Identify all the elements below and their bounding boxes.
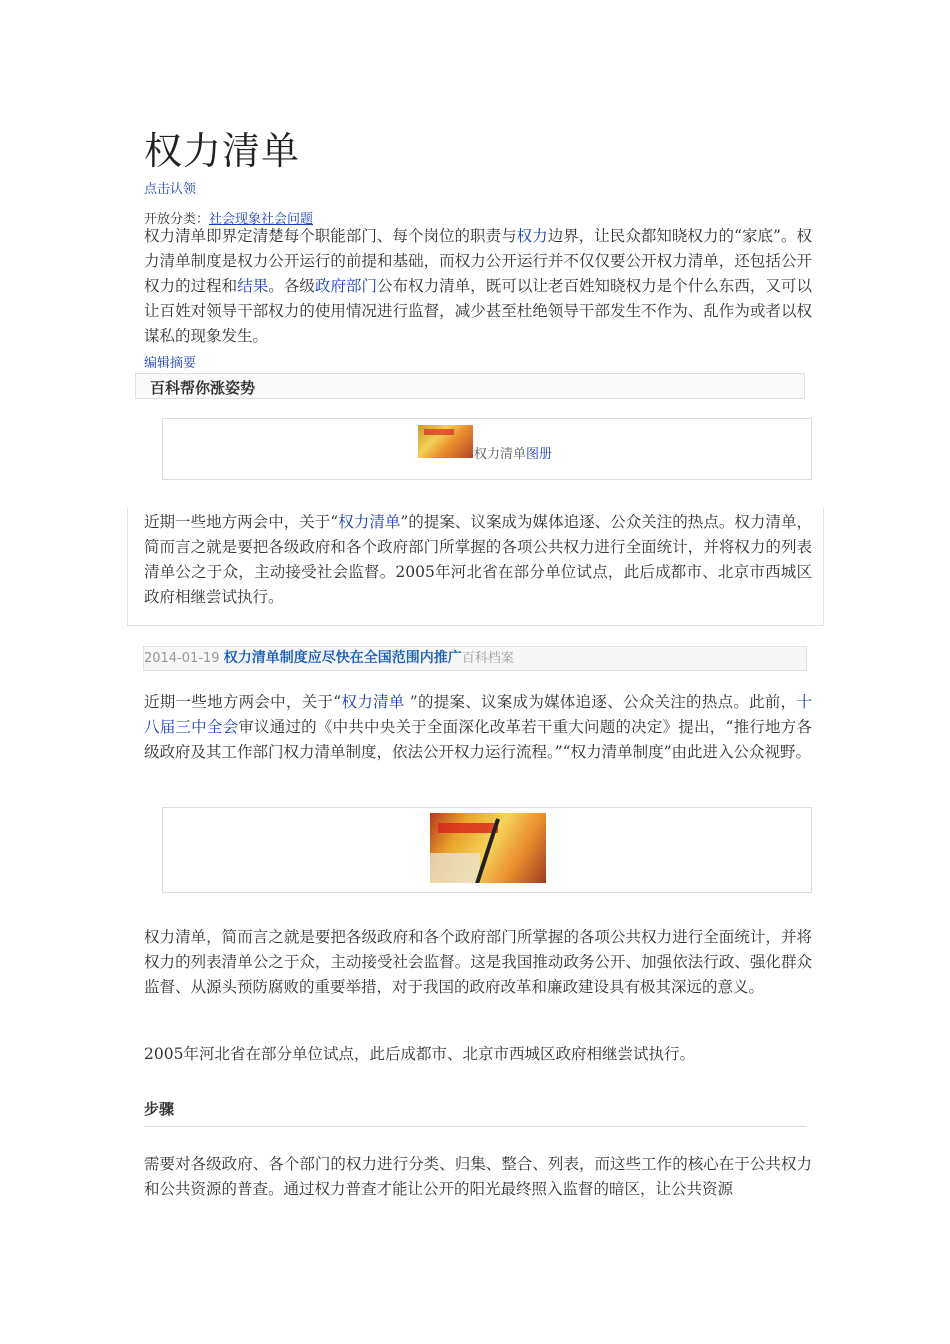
claim-link[interactable]: 点击认领 xyxy=(144,182,197,197)
section-header xyxy=(135,373,805,399)
news-title-link[interactable]: 权力清单制度应尽快在全国范围内推广 xyxy=(223,650,462,666)
summary-link-govt-dept[interactable]: 政府部门 xyxy=(314,277,378,295)
quote-text: 近期一些地方两会中，关于“ xyxy=(144,513,339,531)
album-prefix: 权力清单 xyxy=(474,447,527,462)
summary-text: 权力清单即界定清楚每个职能部门、每个岗位的职责与 xyxy=(144,227,517,245)
album-caption xyxy=(474,443,552,462)
image-box xyxy=(162,807,812,893)
body-paragraph-3: 2005年河北省在部分单位试点，此后成都市、北京市西城区政府相继尝试执行。 xyxy=(144,1045,695,1063)
summary-text: 公布权力清单，既可以让老百姓知晓权力是个什么东西，又可以让百姓对领导干部权力的使用情况进行监督，减少甚至杜绝领导干部发生不作为、乱作为或者以权谋私的现象发生。 xyxy=(144,277,812,345)
album-link[interactable]: 图册 xyxy=(526,447,553,462)
body-link-third-plenum[interactable]: 十八届三中全会 xyxy=(144,693,812,736)
summary-paragraph xyxy=(144,224,812,349)
article-image[interactable] xyxy=(430,813,546,883)
body-text: 审议通过的《中共中央关于全面深化改革若干重大问题的决定》提出，“推行地方各级政府及其工作部门权力清单制度，依法公开权力运行流程。”“权力清单制度”由此进入公众视野。 xyxy=(144,718,812,761)
body-paragraph-4: 需要对各级政府、各个部门的权力进行分类、归集、整合、列表，而这些工作的核心在于公共权力和公共资源的普查。通过权力普查才能让公开的阳光最终照入监督的暗区，让公共资源 xyxy=(144,1155,812,1198)
news-source: 百科档案 xyxy=(461,651,514,666)
body-text: ”的提案、议案成为媒体追逐、公众关注的热点。此前， xyxy=(404,693,797,711)
section-title: 百科帮你涨姿势 xyxy=(150,379,256,397)
news-date: 2014-01-19 xyxy=(144,651,220,666)
divider xyxy=(144,1126,806,1127)
summary-text: 边界，让民众都知晓权力的“家底”。权力清单制度是权力公开运行的前提和基础，而权力公开运行并不仅仅要公开权力清单，还包括公开权力的过程和 xyxy=(144,227,812,295)
body-text: 近期一些地方两会中，关于“ xyxy=(144,693,342,711)
body-paragraph-2: 权力清单，简而言之就是要把各级政府和各个政府部门所掌握的各项公共权力进行全面统计，并将权力的列表清单公之于众，主动接受社会监督。这是我国推动政务公开、加强依法行政、强化群众监督、从源头预防腐败的重要举措，对于我国的政府改革和廉政建设具有极其深远的意义。 xyxy=(144,928,812,996)
category-label: 开放分类： xyxy=(144,212,210,227)
summary-link-result[interactable]: 结果 xyxy=(237,277,269,295)
steps-heading: 步骤 xyxy=(144,1100,175,1118)
body-link-power-list[interactable]: 权力清单 xyxy=(341,693,405,711)
summary-text: 。各级 xyxy=(268,277,315,295)
album-box xyxy=(162,418,812,480)
body-paragraph-1 xyxy=(144,690,812,765)
edit-summary-link[interactable]: 编辑摘要 xyxy=(144,356,197,371)
category-tags-link[interactable]: 社会现象社会问题 xyxy=(209,212,314,227)
quote-link-power-list[interactable]: 权力清单 xyxy=(338,513,401,531)
news-bar xyxy=(143,646,807,671)
summary-link-power[interactable]: 权力 xyxy=(516,227,548,245)
quote-text: ”的提案、议案成为媒体追逐、公众关注的热点。权力清单，简而言之就是要把各级政府和各个政府部门所掌握的各项公共权力进行全面统计，并将权力的列表清单公之于众，主动接受社会监督。2005年河北省在部分单位试点，此后成都市、北京市西城区政府相继尝试执行。 xyxy=(144,513,812,606)
quote-paragraph xyxy=(144,510,812,610)
album-thumbnail[interactable] xyxy=(418,425,473,458)
page-title: 权力清单 xyxy=(144,129,301,173)
